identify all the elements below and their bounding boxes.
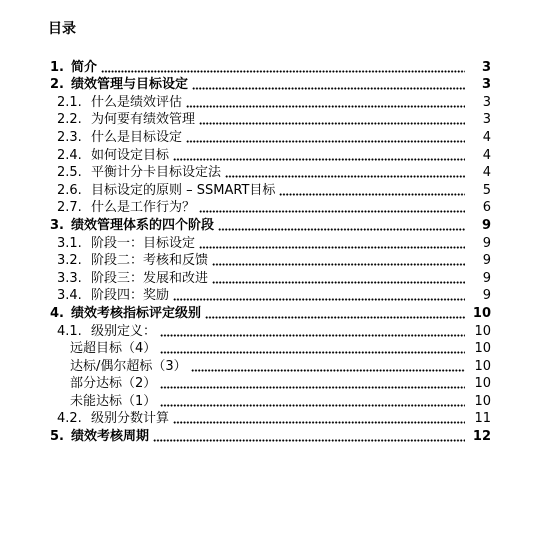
dot-leader (225, 175, 465, 178)
toc-entry-title: 平衡计分卡目标设定法 (91, 165, 222, 181)
dot-leader (173, 298, 465, 301)
toc-entry[interactable] (0, 322, 548, 340)
dot-leader (173, 421, 465, 424)
toc-entry-title: 简介 (71, 59, 98, 75)
dot-leader (160, 404, 465, 407)
dot-leader (186, 140, 465, 143)
toc-entry-page-number: 3 (482, 112, 491, 128)
toc-entry-page-number: 9 (482, 288, 491, 304)
toc-entry[interactable] (0, 146, 548, 164)
toc-entry-number: 3. (50, 217, 64, 233)
toc-entry-title: 为何要有绩效管理 (91, 112, 196, 128)
toc-entry-page-number: 3 (481, 77, 491, 93)
toc-entry-page-number: 9 (482, 253, 491, 269)
toc-entry-number: 4. (50, 305, 64, 321)
toc-entry[interactable] (0, 58, 548, 76)
toc-entry[interactable] (0, 111, 548, 129)
toc-entry[interactable] (0, 269, 548, 287)
toc-heading: 目录 (48, 21, 76, 37)
toc-entry-title: 未能达标（1） (70, 393, 157, 409)
toc-entry-page-number: 10 (474, 341, 491, 357)
toc-entry-title: 绩效管理与目标设定 (71, 77, 189, 93)
toc-entry[interactable] (0, 287, 548, 305)
toc-entry[interactable] (0, 76, 548, 94)
toc-entry-title: 什么是绩效评估 (91, 94, 183, 110)
toc-entry[interactable] (0, 392, 548, 410)
dot-leader (160, 334, 465, 337)
toc-entry-title: 绩效管理体系的四个阶段 (71, 217, 215, 233)
toc-entry-title: 绩效考核周期 (71, 429, 150, 445)
toc-entry-title: 达标/偶尔超标（3） (70, 358, 187, 374)
toc-entry-number: 3.2. (57, 253, 82, 269)
toc-entry[interactable] (0, 427, 548, 445)
toc-entry-title: 目标设定的原则 – SSMART目标 (91, 182, 276, 198)
dot-leader (212, 263, 465, 266)
toc-entry-number: 2.7. (57, 200, 82, 216)
dot-leader (199, 122, 465, 125)
toc-entry[interactable] (0, 304, 548, 322)
toc-entry-number: 4.1. (57, 323, 82, 339)
toc-entry[interactable] (0, 199, 548, 217)
dot-leader (199, 210, 465, 213)
toc-entry-title: 阶段三：发展和改进 (91, 270, 209, 286)
toc-entry-number: 1. (50, 59, 64, 75)
toc-entry-title: 阶段四：奖励 (91, 288, 170, 304)
toc-entry-page-number: 9 (482, 270, 491, 286)
toc-entry-number: 2.1. (57, 94, 82, 110)
dot-leader (191, 369, 465, 372)
toc-entry-page-number: 10 (474, 323, 491, 339)
toc-entry-page-number: 3 (482, 94, 491, 110)
toc-entry-page-number: 10 (472, 305, 491, 321)
toc-entry-number: 3.4. (57, 288, 82, 304)
dot-leader (101, 70, 465, 73)
toc-entry-title: 部分达标（2） (70, 376, 157, 392)
toc-entry-number: 3.3. (57, 270, 82, 286)
toc-entry-page-number: 10 (474, 358, 491, 374)
toc-entry-page-number: 9 (482, 235, 491, 251)
toc-entry-number: 2.5. (57, 165, 82, 181)
toc-entry[interactable] (0, 93, 548, 111)
toc-entry[interactable] (0, 234, 548, 252)
toc-entry-number: 2.4. (57, 147, 82, 163)
toc-entry[interactable] (0, 375, 548, 393)
toc-entry-title: 如何设定目标 (91, 147, 170, 163)
toc-entry[interactable] (0, 252, 548, 270)
dot-leader (205, 316, 465, 319)
toc-entry-page-number: 4 (482, 129, 491, 145)
toc-entry-number: 2.3. (57, 129, 82, 145)
toc-entry-title: 级别分数计算 (91, 411, 170, 427)
toc-entry-page-number: 3 (481, 59, 491, 75)
toc-entry-title: 什么是目标设定 (91, 129, 183, 145)
dot-leader (160, 351, 465, 354)
toc-entry-page-number: 11 (474, 411, 491, 427)
toc-entry-title: 远超目标（4） (70, 341, 157, 357)
toc-entry-page-number: 12 (472, 429, 491, 445)
toc-entry-title: 什么是工作行为？ (91, 200, 196, 216)
dot-leader (153, 439, 465, 442)
dot-leader (160, 386, 465, 389)
toc-entry-title: 阶段一：目标设定 (91, 235, 196, 251)
toc-entry-title: 级别定义： (91, 323, 157, 339)
dot-leader (186, 105, 465, 108)
toc-entry-number: 3.1. (57, 235, 82, 251)
toc-entry-title: 绩效考核指标评定级别 (71, 305, 202, 321)
toc-entry-page-number: 4 (482, 165, 491, 181)
toc-list (0, 58, 548, 445)
dot-leader (218, 228, 465, 231)
toc-entry[interactable] (0, 340, 548, 358)
dot-leader (212, 281, 465, 284)
toc-entry-number: 2.2. (57, 112, 82, 128)
dot-leader (279, 193, 465, 196)
toc-entry-page-number: 9 (481, 217, 491, 233)
toc-entry-number: 2. (50, 77, 64, 93)
toc-entry[interactable] (0, 410, 548, 428)
toc-entry-page-number: 6 (482, 200, 491, 216)
toc-entry-number: 5. (50, 429, 64, 445)
toc-entry[interactable] (0, 181, 548, 199)
toc-entry-page-number: 5 (482, 182, 491, 198)
dot-leader (173, 158, 465, 161)
toc-entry-number: 2.6. (57, 182, 82, 198)
toc-entry-number: 4.2. (57, 411, 82, 427)
toc-entry-page-number: 10 (474, 393, 491, 409)
toc-entry-page-number: 10 (474, 376, 491, 392)
toc-entry[interactable] (0, 164, 548, 182)
dot-leader (192, 87, 465, 90)
toc-entry[interactable] (0, 216, 548, 234)
toc-entry[interactable] (0, 128, 548, 146)
toc-entry[interactable] (0, 357, 548, 375)
toc-entry-page-number: 4 (482, 147, 491, 163)
toc-entry-title: 阶段二：考核和反馈 (91, 253, 209, 269)
dot-leader (199, 246, 465, 249)
